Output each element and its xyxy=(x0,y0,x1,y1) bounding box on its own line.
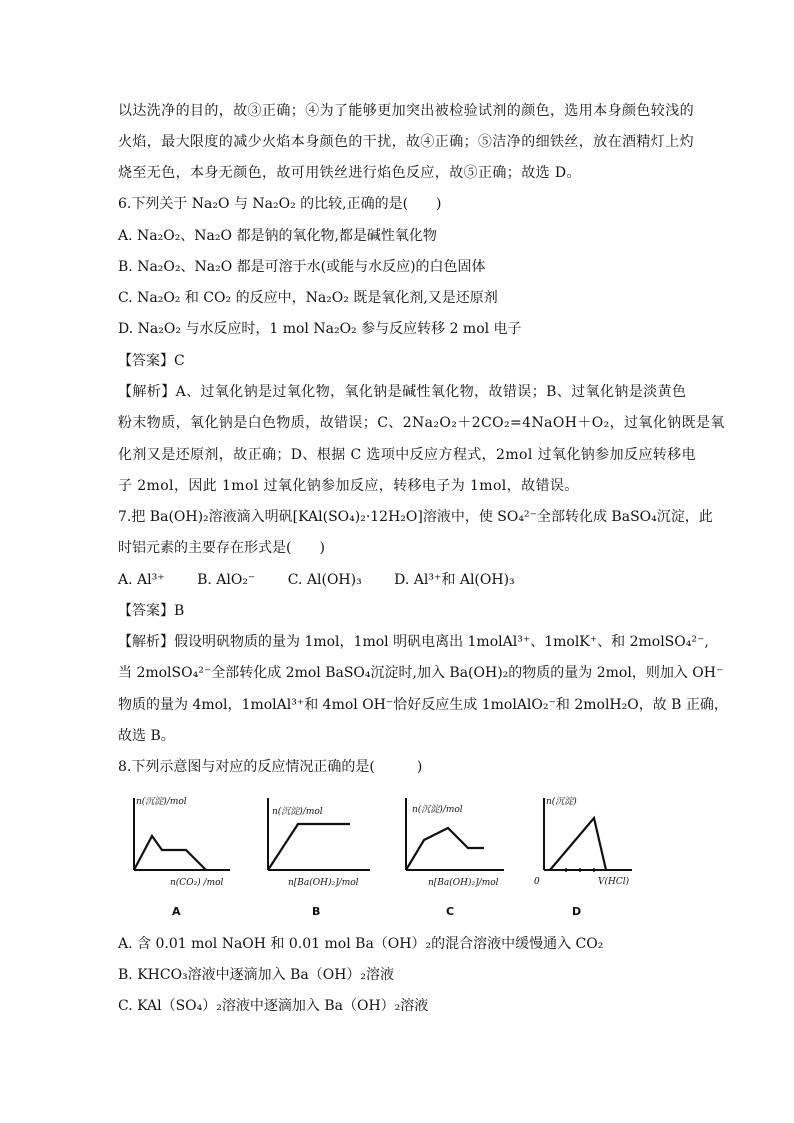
graph-a-xlabel: n(CO₂) /mol xyxy=(170,878,224,888)
text-line-1: 以达洗净的目的，故③正确；④为了能够更加突出被检验试剂的颜色，选用本身颜色较浅的 xyxy=(118,103,694,119)
graph-a-curve xyxy=(134,836,206,870)
question-7-explanation-3: 物质的量为 4mol，1molAl³⁺和 4mol OH⁻恰好反应生成 1molAlO₂⁻和 2molH₂O，故 B 正确， xyxy=(118,697,728,713)
question-7-explanation-1: 【解析】假设明矾物质的量为 1mol，1mol 明矾电离出 1molAl³⁺、1molK⁺、和 2molSO₄²⁻, xyxy=(118,634,709,650)
graph-b xyxy=(258,790,378,920)
graph-b-ylabel: n(沉淀)/mol xyxy=(272,807,323,817)
question-8-option-a: A. 含 0.01 mol NaOH 和 0.01 mol Ba（OH）₂的混合溶液中缓慢通入 CO₂ xyxy=(118,936,604,952)
question-7-answer: 【答案】B xyxy=(118,603,185,619)
graph-c-caption: C xyxy=(446,905,455,918)
question-6-stem: 6.下列关于 Na₂O 与 Na₂O₂ 的比较,正确的是( ) xyxy=(118,196,442,212)
question-6-explanation-2: 粉末物质，氧化钠是白色物质，故错误；C、2Na₂O₂＋2CO₂=4NaOH＋O₂，过氧化钠既是氧 xyxy=(118,415,725,431)
question-6-option-a: A. Na₂O₂、Na₂O 都是钠的氧化物,都是碱性氧化物 xyxy=(118,228,437,244)
question-7-option-d: D. Al³⁺和 Al(OH)₃ xyxy=(394,572,515,588)
graph-c-xlabel: n[Ba(OH)₂]/mol xyxy=(428,878,499,888)
graph-c-ylabel: n(沉淀)/mol xyxy=(412,805,463,815)
question-8-graphs xyxy=(118,790,678,920)
graph-d-curve xyxy=(550,818,606,870)
question-6-explanation-3: 化剂又是还原剂，故正确；D、根据 C 选项中反应方程式，2mol 过氧化钠参加反应转移电 xyxy=(118,447,696,463)
question-6-option-d: D. Na₂O₂ 与水反应时，1 mol Na₂O₂ 参与反应转移 2 mol 电子 xyxy=(118,321,522,337)
graph-b-curve xyxy=(268,824,350,870)
graph-d-xlabel: V(HCl) xyxy=(598,877,630,887)
question-7-stem-2: 时铝元素的主要存在形式是( ) xyxy=(118,540,325,556)
question-7-stem-1: 7.把 Ba(OH)₂溶液滴入明矾[KAl(SO₄)₂·12H₂O]溶液中，使 SO₄²⁻全部转化成 BaSO₄沉淀，此 xyxy=(118,509,713,525)
graph-b-xlabel: n[Ba(OH)₂]/mol xyxy=(288,878,359,888)
question-6-explanation-4: 子 2mol，因此 1mol 过氧化钠参加反应，转移电子为 1mol，故错误。 xyxy=(118,478,579,494)
question-6-explanation-1: 【解析】A、过氧化钠是过氧化物，氧化钠是碱性氧化物，故错误；B、过氧化钠是淡黄色 xyxy=(118,384,687,400)
question-7-option-b: B. AlO₂⁻ xyxy=(197,572,256,588)
graph-c xyxy=(398,790,518,920)
question-8-option-b: B. KHCO₃溶液中逐滴加入 Ba（OH）₂溶液 xyxy=(118,967,395,983)
graph-d-caption: D xyxy=(572,905,582,918)
graph-d xyxy=(528,790,638,920)
graph-a-ylabel: n(沉淀)/mol xyxy=(136,797,187,807)
question-6-option-b: B. Na₂O₂、Na₂O 都是可溶于水(或能与水反应)的白色固体 xyxy=(118,259,486,275)
text-line-3: 烧至无色，本身无颜色，故可用铁丝进行焰色反应，故⑤正确；故选 D。 xyxy=(118,165,581,181)
graph-c-curve xyxy=(406,828,484,870)
graph-a-caption: A xyxy=(172,905,181,918)
question-6-option-c: C. Na₂O₂ 和 CO₂ 的反应中，Na₂O₂ 既是氧化剂,又是还原剂 xyxy=(118,290,498,306)
graph-b-caption: B xyxy=(312,905,321,918)
question-6-answer: 【答案】C xyxy=(118,353,185,369)
question-7-explanation-2: 当 2molSO₄²⁻全部转化成 2mol BaSO₄沉淀时,加入 Ba(OH)₂的物质的量为 2mol，则加入 OH⁻ xyxy=(118,665,724,681)
question-7-option-a: A. Al³⁺ xyxy=(118,572,165,588)
question-8-option-c: C. KAl（SO₄）₂溶液中逐滴加入 Ba（OH）₂溶液 xyxy=(118,998,429,1014)
question-7-option-c: C. Al(OH)₃ xyxy=(287,572,362,588)
question-8-stem: 8.下列示意图与对应的反应情况正确的是( ) xyxy=(118,759,423,775)
graph-d-origin: 0 xyxy=(534,877,540,887)
graph-a xyxy=(118,790,238,920)
question-7-options xyxy=(118,570,543,590)
text-line-2: 火焰，最大限度的减少火焰本身颜色的干扰，故④正确；⑤洁净的细铁丝，放在酒精灯上灼 xyxy=(118,134,694,150)
question-7-explanation-4: 故选 B。 xyxy=(118,728,175,744)
graph-d-ylabel: n(沉淀) xyxy=(546,797,577,807)
